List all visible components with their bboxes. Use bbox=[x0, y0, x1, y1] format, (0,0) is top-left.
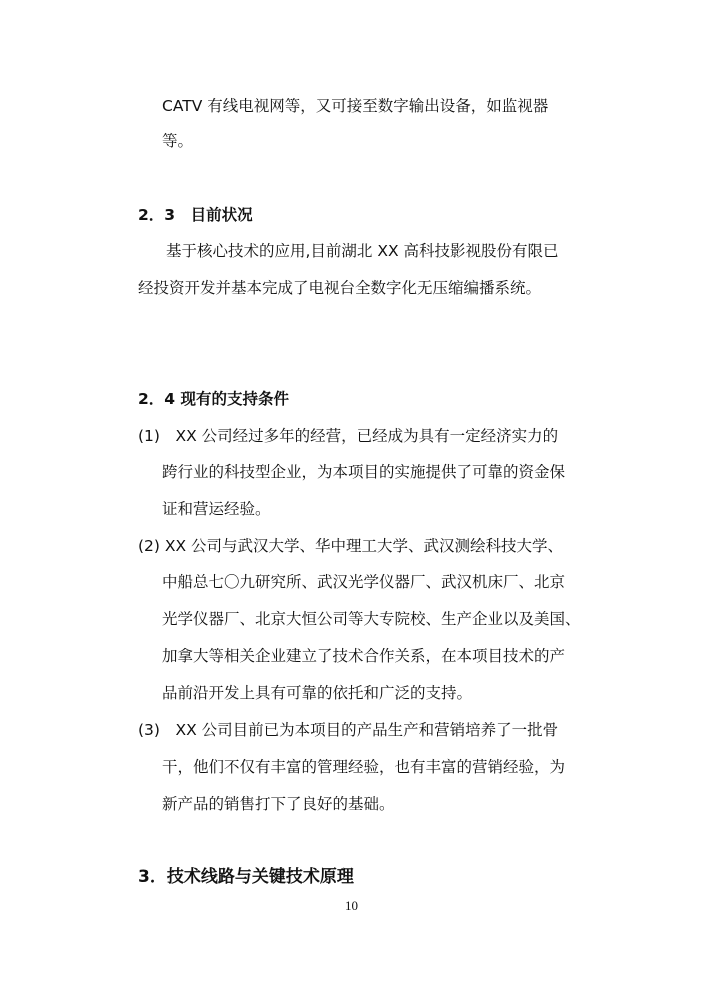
item-3-line-1: (3) XX 公司目前已为本项目的产品生产和营销培养了一批骨 bbox=[138, 721, 559, 739]
page-number: 10 bbox=[345, 898, 358, 913]
section-2-3-heading: 2．3 目前状况 bbox=[138, 206, 253, 224]
section-2-3-line-1: 基于核心技术的应用,目前湖北 XX 高科技影视股份有限已 bbox=[166, 242, 559, 260]
section-2-4-heading: 2．4 现有的支持条件 bbox=[138, 390, 289, 408]
intro-line-2: 等。 bbox=[162, 132, 194, 150]
item-3-line-3: 新产品的销售打下了良好的基础。 bbox=[162, 795, 395, 813]
item-2-line-2: 中船总七〇九研究所、武汉光学仪器厂、武汉机床厂、北京 bbox=[162, 573, 566, 591]
item-1-line-1: (1) XX 公司经过多年的经营，已经成为具有一定经济实力的 bbox=[138, 427, 559, 445]
item-2-line-5: 品前沿开发上具有可靠的依托和广泛的支持。 bbox=[162, 684, 473, 702]
item-2-line-4: 加拿大等相关企业建立了技术合作关系，在本项目技术的产 bbox=[162, 647, 566, 665]
item-3-line-2: 干，他们不仅有丰富的管理经验，也有丰富的营销经验，为 bbox=[162, 758, 566, 776]
item-1-line-3: 证和营运经验。 bbox=[162, 500, 271, 518]
section-3-heading: 3．技术线路与关键技术原理 bbox=[138, 867, 354, 887]
section-2-3-line-2: 经投资开发并基本完成了电视台全数字化无压缩编播系统。 bbox=[138, 279, 542, 297]
item-1-line-2: 跨行业的科技型企业，为本项目的实施提供了可靠的资金保 bbox=[162, 463, 566, 481]
item-2-line-3: 光学仪器厂、北京大恒公司等大专院校、生产企业以及美国、 bbox=[162, 610, 581, 628]
intro-line-1: CATV 有线电视网等，又可接至数字输出设备，如监视器 bbox=[162, 97, 549, 115]
item-2-line-1: (2) XX 公司与武汉大学、华中理工大学、武汉测绘科技大学、 bbox=[138, 537, 564, 555]
